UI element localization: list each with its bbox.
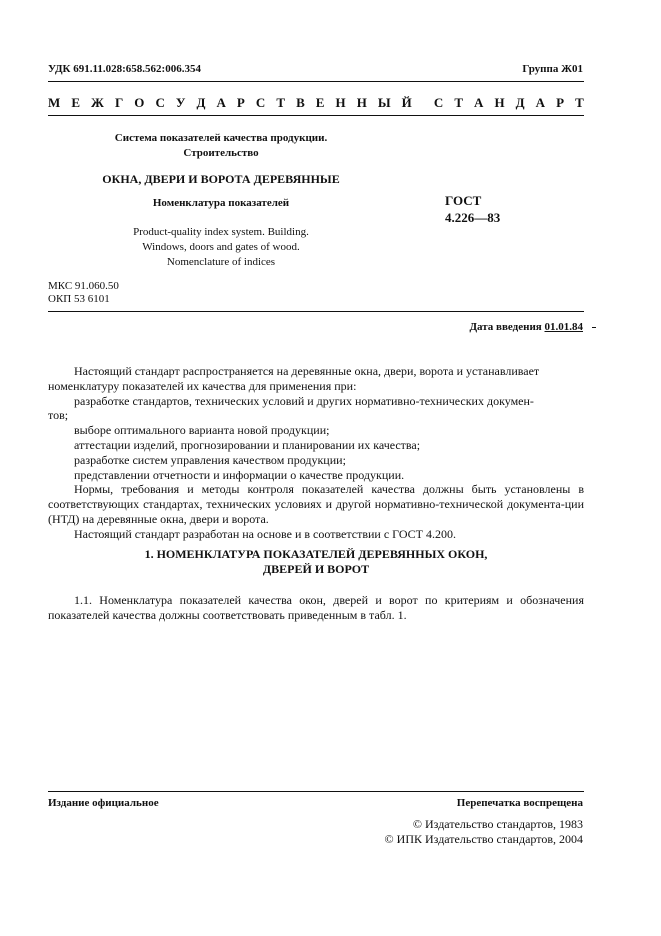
paragraph: Нормы, требования и методы контроля показателей качества должны быть установлены в соответствующих стандартах, технических условиях и другой нормативно-технической документа-ции (НТД) на деревянные окна, двери и ворота. xyxy=(48,482,584,526)
gost-label: ГОСТ xyxy=(445,193,482,208)
title-letter: Т xyxy=(575,95,584,110)
list-item: выборе оптимального варианта новой продукции; xyxy=(74,423,330,438)
title-letter: Д xyxy=(515,95,525,110)
title-letter: Т xyxy=(276,95,286,110)
edition-note: Издание официальное xyxy=(48,797,159,809)
section-heading-line: 1. НОМЕНКЛАТУРА ПОКАЗАТЕЛЕЙ ДЕРЕВЯННЫХ ОКОН, xyxy=(144,547,488,561)
paragraph-line: Настоящий стандарт распространяется на деревянные окна, двери, ворота и устанавливает xyxy=(74,364,540,378)
english-title-line: Product-quality index system. Building. xyxy=(133,226,309,238)
title-letter: С xyxy=(255,95,266,110)
title-letter: С xyxy=(433,95,444,110)
system-title-line: Система показателей качества продукции. xyxy=(114,132,328,144)
title-letter: Н xyxy=(356,95,367,110)
english-title-line: Windows, doors and gates of wood. xyxy=(142,241,300,253)
reprint-note: Перепечатка воспрещена xyxy=(456,797,583,809)
top-rule xyxy=(48,81,584,82)
footer-rule xyxy=(48,791,584,792)
title-letter: Е xyxy=(315,95,325,110)
okp-code: ОКП 53 6101 xyxy=(48,293,110,305)
title-letter: В xyxy=(296,95,305,110)
copyright-line: © ИПК Издательство стандартов, 2004 xyxy=(384,832,583,846)
title-letter: А xyxy=(474,95,484,110)
list-item: представлении отчетности и информации о качестве продукции. xyxy=(74,467,405,482)
list-item: аттестации изделий, прогнозировании и планировании их качества; xyxy=(74,437,421,452)
section-heading-line: ДВЕРЕЙ И ВОРОТ xyxy=(262,562,370,576)
title-letter: Й xyxy=(401,95,412,110)
clause-1-1: 1.1. Номенклатура показателей качества окон, дверей и ворот по критериям и обозначения показателей качества должны соответствовать приведенным в табл. 1. xyxy=(48,593,584,622)
section-rule xyxy=(48,311,584,312)
title-letter: Т xyxy=(454,95,463,110)
title-letter: Р xyxy=(236,95,245,110)
title-letter: А xyxy=(216,95,226,110)
subtitle: Номенклатура показателей xyxy=(152,197,290,209)
introduction-date-value: 01.01.84 xyxy=(544,321,583,333)
body-text xyxy=(48,364,584,542)
title-letter: Е xyxy=(71,95,80,110)
english-title xyxy=(48,225,394,270)
title-letter: Н xyxy=(335,95,346,110)
title-letter: О xyxy=(134,95,145,110)
paragraph: Настоящий стандарт разработан на основе и в соответствии с ГОСТ 4.200. xyxy=(74,526,456,541)
list-item: разработке систем управления качеством продукции; xyxy=(74,452,346,467)
title-letter: У xyxy=(175,95,186,110)
title-rule xyxy=(48,115,584,116)
copyright-line: © Издательство стандартов, 1983 xyxy=(412,817,583,831)
system-title-line: Строительство xyxy=(183,147,259,159)
main-title: ОКНА, ДВЕРИ И ВОРОТА ДЕРЕВЯННЫЕ xyxy=(102,172,340,186)
title-letter: С xyxy=(155,95,165,110)
title-letter: Д xyxy=(196,95,206,110)
list-item: разработке стандартов, технических условий и других нормативно-технических докумен- xyxy=(74,393,534,408)
title-letter: Р xyxy=(556,95,565,110)
introduction-date-label: Дата введения xyxy=(469,321,542,333)
title-letter: Г xyxy=(114,95,124,110)
paragraph-line: номенклатуру показателей их качества для применения при: xyxy=(48,378,357,393)
list-item: тов; xyxy=(48,408,69,423)
introduction-date xyxy=(469,321,583,333)
mks-code: МКС 91.060.50 xyxy=(48,280,119,292)
gost-number: 4.226—83 xyxy=(445,210,501,225)
system-title xyxy=(48,131,394,161)
title-letter: Н xyxy=(494,95,505,110)
classification-codes xyxy=(48,280,119,306)
section-heading xyxy=(48,547,584,577)
title-letter: Ж xyxy=(91,95,104,110)
group-code: Группа Ж01 xyxy=(522,63,583,75)
copyright xyxy=(385,817,583,847)
title-letter: А xyxy=(535,95,546,110)
standard-type-title xyxy=(48,95,584,111)
title-letter: М xyxy=(48,95,61,110)
margin-mark xyxy=(592,327,596,328)
udk-code: УДК 691.11.028:658.562:006.354 xyxy=(48,63,201,75)
gost-designation xyxy=(445,192,500,226)
english-title-line: Nomenclature of indices xyxy=(166,256,276,268)
title-letter: Ы xyxy=(377,95,391,110)
